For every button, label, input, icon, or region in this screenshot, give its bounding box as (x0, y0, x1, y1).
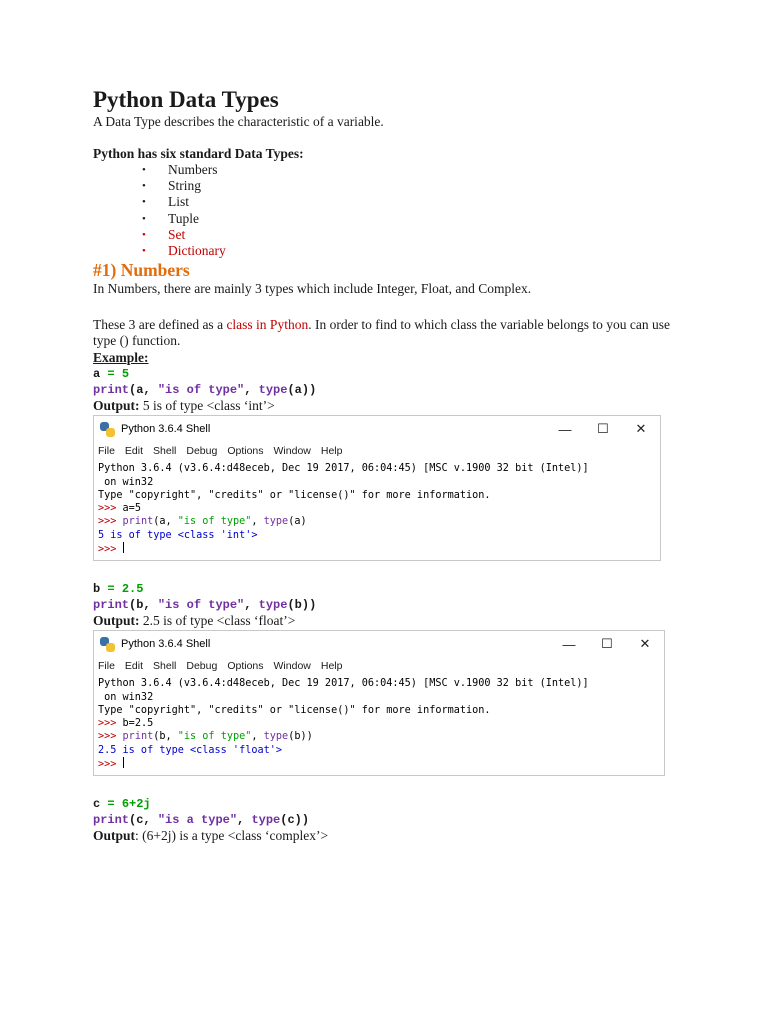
text-cursor (123, 542, 125, 553)
example-label: Example: (93, 350, 149, 366)
code-text: , (237, 813, 252, 828)
shell-result: 2.5 is of type <class 'float'> (98, 744, 283, 756)
code-value: 2.5 (121, 582, 144, 597)
code-text: (c)) (280, 813, 310, 828)
list-item: • Tuple (168, 211, 693, 227)
menu-debug[interactable]: Debug (186, 445, 218, 458)
class-paragraph (93, 317, 693, 349)
output-label: Output: (93, 613, 140, 629)
code-fn: type (258, 383, 288, 398)
window-controls (550, 631, 664, 657)
shell-prompt: >>> (98, 516, 123, 528)
code-text: (a)) (287, 383, 317, 398)
maximize-icon[interactable]: ☐ (597, 421, 609, 437)
shell-output[interactable] (94, 460, 660, 560)
shell-prompt: >>> (98, 718, 123, 730)
text-cursor (123, 757, 125, 768)
menu-options[interactable]: Options (227, 445, 264, 458)
python-icon (100, 422, 115, 437)
close-icon[interactable]: ✕ (639, 636, 651, 652)
python-icon (100, 637, 115, 652)
shell-fn: type (263, 731, 289, 743)
code-line-assign (93, 796, 693, 812)
page-title: Python Data Types (93, 87, 279, 112)
list-item: • Numbers (168, 162, 693, 178)
code-string: "is of type" (157, 383, 245, 398)
close-icon[interactable]: ✕ (635, 421, 647, 437)
shell-fn: type (263, 516, 289, 528)
minimize-icon[interactable]: — (558, 421, 572, 437)
para-text: . In order to find to which class the variable belongs to you can use type () function. (93, 317, 670, 349)
menu-edit[interactable]: Edit (124, 445, 144, 458)
code-value: 5 (121, 367, 130, 382)
shell-titlebar (94, 416, 660, 442)
code-line-print (93, 812, 693, 828)
list-item-link[interactable]: • Dictionary (168, 243, 693, 259)
code-line-print (93, 382, 693, 398)
shell-menubar (94, 657, 664, 675)
intro-text: A Data Type describes the characteristic of a variable. (93, 114, 384, 129)
output-text: 5 is of type <class ‘int’> (139, 398, 275, 414)
shell-line (98, 717, 660, 730)
shell-title: Python 3.6.4 Shell (121, 423, 211, 436)
shell-prompt: >>> (98, 544, 123, 555)
para-text: These 3 are defined as a (93, 317, 227, 333)
output-label: Output (93, 828, 136, 844)
shell-text: (b, (153, 731, 178, 743)
shell-text: (a) (288, 516, 307, 528)
list-item: • List (168, 194, 693, 210)
shell-line: Python 3.6.4 (v3.6.4:d48eceb, Dec 19 2017, 06:04:45) [MSC v.1900 32 bit (Intel)] (98, 463, 589, 475)
code-fn: type (251, 813, 281, 828)
output-line (93, 398, 693, 414)
shell-prompt: >>> (98, 759, 123, 771)
types-list (93, 162, 693, 259)
menu-shell[interactable]: Shell (153, 660, 177, 673)
output-text: : (6+2j) is a type <class ‘complex’> (135, 828, 329, 844)
list-item-link[interactable]: • Set (168, 227, 693, 243)
code-value: 6+2j (121, 797, 151, 812)
shell-fn: print (122, 516, 154, 528)
code-fn: print (93, 383, 130, 398)
shell-title: Python 3.6.4 Shell (121, 638, 211, 651)
shell-line: Type "copyright", "credits" or "license()" for more information. (98, 704, 491, 716)
menu-options[interactable]: Options (227, 660, 264, 673)
shell-menubar (94, 442, 660, 460)
code-op: = (100, 797, 122, 812)
shell-command: b=2.5 (122, 718, 154, 730)
shell-prompt: >>> (98, 731, 123, 743)
code-var: a (93, 367, 101, 382)
window-controls (546, 416, 660, 442)
shell-output[interactable] (94, 675, 664, 775)
code-line-assign (93, 366, 693, 382)
code-string: "is of type" (157, 598, 245, 613)
class-in-python-link[interactable]: class in Python (226, 317, 309, 333)
menu-window[interactable]: Window (273, 660, 311, 673)
menu-edit[interactable]: Edit (124, 660, 144, 673)
shell-line: Python 3.6.4 (v3.6.4:d48eceb, Dec 19 2017, 06:04:45) [MSC v.1900 32 bit (Intel)] (98, 678, 589, 690)
menu-debug[interactable]: Debug (186, 660, 218, 673)
menu-file[interactable]: File (98, 445, 115, 458)
menu-shell[interactable]: Shell (153, 445, 177, 458)
menu-help[interactable]: Help (320, 660, 343, 673)
shell-string: "is of type" (177, 516, 252, 528)
code-text: (b, (129, 598, 158, 613)
code-text: (c, (129, 813, 158, 828)
shell-line: on win32 (98, 691, 154, 703)
output-label: Output: (93, 398, 140, 414)
document-page (93, 86, 693, 844)
shell-line (98, 502, 656, 515)
shell-line: on win32 (98, 476, 154, 488)
list-item: • String (168, 178, 693, 194)
numbers-heading: #1) Numbers (93, 260, 190, 281)
code-op: = (100, 367, 122, 382)
output-line (93, 613, 693, 629)
code-fn: print (93, 813, 130, 828)
menu-help[interactable]: Help (320, 445, 343, 458)
code-text: , (244, 598, 259, 613)
shell-text: (a, (153, 516, 178, 528)
code-var: c (93, 797, 101, 812)
shell-line (98, 542, 656, 556)
shell-line: Type "copyright", "credits" or "license()" for more information. (98, 489, 491, 501)
output-text: 2.5 is of type <class ‘float’> (139, 613, 296, 629)
shell-result: 5 is of type <class 'int'> (98, 529, 258, 541)
maximize-icon[interactable]: ☐ (601, 636, 613, 652)
shell-line (98, 757, 660, 771)
shell-text: (b)) (288, 731, 313, 743)
code-fn: print (93, 598, 130, 613)
code-text: (b)) (287, 598, 317, 613)
shell-prompt: >>> (98, 503, 123, 515)
minimize-icon[interactable]: — (562, 636, 576, 652)
shell-line (98, 515, 656, 528)
code-text: , (244, 383, 259, 398)
numbers-paragraph: In Numbers, there are mainly 3 types which include Integer, Float, and Complex. (93, 281, 532, 297)
shell-string: "is of type" (177, 731, 252, 743)
code-op: = (100, 582, 122, 597)
code-line-assign (93, 581, 693, 597)
code-string: "is a type" (157, 813, 238, 828)
shell-command: a=5 (122, 503, 141, 515)
python-shell-window (93, 630, 665, 776)
shell-fn: print (122, 731, 154, 743)
shell-text: , (251, 731, 264, 743)
shell-line (98, 730, 660, 743)
menu-window[interactable]: Window (273, 445, 311, 458)
code-fn: type (258, 598, 288, 613)
python-shell-window (93, 415, 661, 561)
menu-file[interactable]: File (98, 660, 115, 673)
six-types-heading: Python has six standard Data Types: (93, 146, 304, 161)
code-var: b (93, 582, 101, 597)
code-line-print (93, 597, 693, 613)
output-line (93, 828, 693, 844)
shell-text: , (251, 516, 264, 528)
code-text: (a, (129, 383, 158, 398)
shell-titlebar (94, 631, 664, 657)
